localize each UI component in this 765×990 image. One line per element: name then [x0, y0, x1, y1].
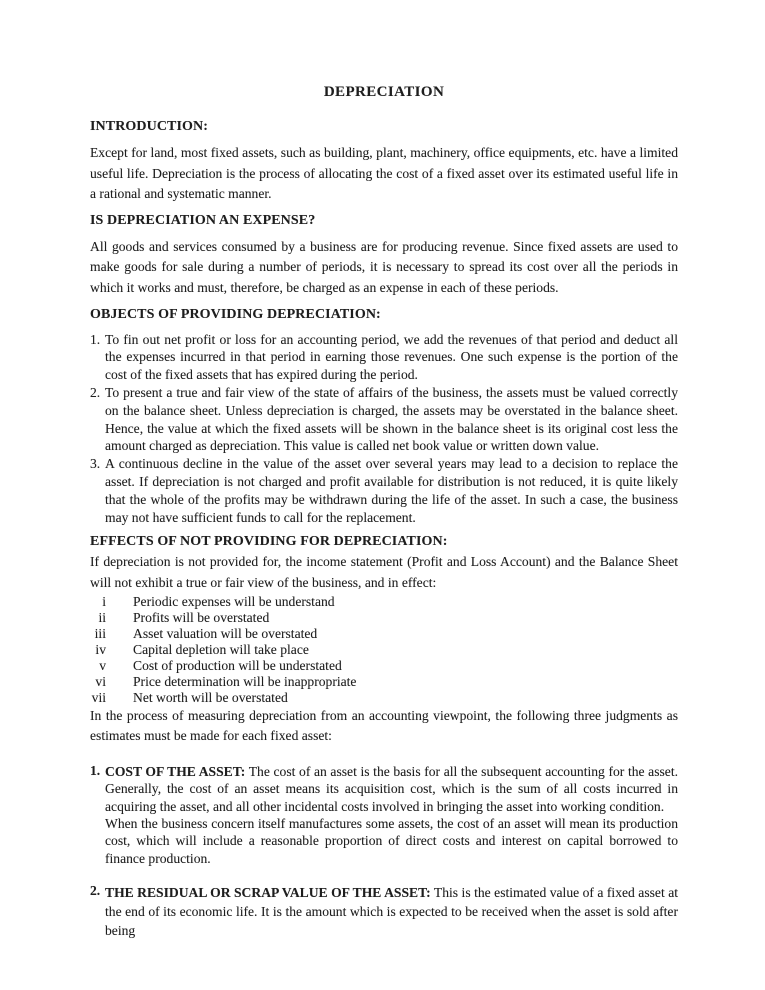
judgment-body: [105, 763, 678, 867]
list-item-numeral: ii: [98, 609, 106, 625]
judgment-number: 2.: [90, 883, 101, 899]
list-item-text: To present a true and fair view of the state of affairs of the business, the assets must be valued correctly on the balance sheet. Unless depreciation is charged, the assets may be overstated in the balance sheet. Hence, the value at which the fixed assets will be shown in the balance sheet is its original cost less the amount charged as depreciation. This value is called net book value or written down value.: [105, 384, 678, 454]
list-item-numeral: i: [102, 593, 106, 609]
judgment-number: 1.: [90, 762, 101, 778]
list-item-text: Cost of production will be understated: [133, 657, 342, 673]
list-item: [90, 594, 678, 610]
list-item-text: A continuous decline in the value of the asset over several years may lead to a decision to replace the asset. If depreciation is not charged and profit available for distribution is not reduced, it is quite likely that the whole of the profits may be withdrawn during the life of the asset. In such a case, the business may not have sufficient funds to call for the replacement.: [105, 456, 678, 525]
paragraph-effects-intro: If depreciation is not provided for, the income statement (Profit and Loss Account) and the Balance Sheet will not exhibit a true or fair view of the business, and in effect:: [90, 554, 678, 590]
list-item-numeral: vi: [95, 673, 106, 689]
list-item: [90, 626, 678, 642]
list-item-numeral: iv: [95, 641, 106, 657]
heading-objects-of-providing-depreciation: OBJECTS OF PROVIDING DEPRECIATION:: [90, 306, 381, 322]
list-item: [90, 455, 678, 526]
list-item-text: Capital depletion will take place: [133, 641, 309, 657]
judgment-lead-text: This is the estimated value of a fixed asset at the end of its economic life. It is the amount which is expected to be received when the asset is sold after being: [105, 885, 679, 939]
list-item: [90, 384, 678, 455]
heading-is-depreciation-an-expense: IS DEPRECIATION AN EXPENSE?: [90, 212, 316, 228]
objects-list: [90, 331, 678, 527]
judgment-body: [105, 883, 678, 940]
judgment-paragraph: [105, 883, 678, 940]
list-item: [90, 674, 678, 690]
judgment-lead-text: The cost of an asset is the basis for all the subsequent accounting for the asset. Generally, the cost of an asset means its acquisition cost, which is the sum of all costs incurred in acquiring the asset, and all other incidental costs involved in bringing the asset into working condition.: [105, 763, 679, 814]
list-item-text: Periodic expenses will be understand: [133, 593, 335, 609]
list-item-text: Asset valuation will be overstated: [133, 625, 318, 641]
list-item-text: Price determination will be inappropriate: [133, 673, 357, 689]
list-item-numeral: iii: [94, 625, 106, 641]
effects-roman-list: [90, 594, 678, 706]
list-item: [90, 642, 678, 658]
judgment-item-cost-of-asset: [90, 763, 678, 867]
list-item: [90, 610, 678, 626]
heading-introduction: INTRODUCTION:: [90, 119, 208, 134]
list-item: [90, 690, 678, 706]
paragraph-effects-closing: In the process of measuring depreciation from an accounting viewpoint, the following three judgments as estimates must be made for each fixed asset:: [90, 707, 678, 744]
list-item-number: 2.: [90, 384, 101, 400]
judgment-title: THE RESIDUAL OR SCRAP VALUE OF THE ASSET:: [105, 885, 431, 901]
list-item-text: Net worth will be overstated: [133, 689, 288, 705]
heading-effects-of-not-providing: EFFECTS OF NOT PROVIDING FOR DEPRECIATION:: [90, 534, 448, 550]
paragraph-introduction: Except for land, most fixed assets, such as building, plant, machinery, office equipments, etc. have a limited useful life. Depreciation is the process of allocating the cost of a fixed asset over its estimated useful life in a rational and systematic manner.: [90, 145, 678, 202]
list-item-numeral: vii: [91, 689, 106, 705]
list-item-numeral: v: [99, 657, 106, 673]
list-item-number: 1.: [90, 331, 101, 347]
judgment-title: COST OF THE ASSET:: [105, 763, 246, 779]
judgment-paragraph-2: When the business concern itself manufactures some assets, the cost of an asset will mean its production cost, which will include a reasonable proportion of direct costs and interest on capital borrowed to finance production.: [105, 815, 678, 866]
paragraph-expense: All goods and services consumed by a business are for producing revenue. Since fixed assets are used to make goods for sale during a number of periods, it is necessary to spread its cost over all the periods in which it works and must, therefore, be charged as an expense in each of these periods.: [90, 238, 678, 295]
list-item-text: To fin out net profit or loss for an accounting period, we add the revenues of that period and deduct all the expenses incurred in that period in earning those revenues. One such expense is the portion of the cost of the fixed assets that has expired during the period.: [105, 331, 678, 383]
judgment-paragraph: [105, 763, 678, 815]
list-item-text: Profits will be overstated: [133, 609, 270, 625]
list-item: [90, 331, 678, 384]
list-item-number: 3.: [90, 456, 101, 472]
document-title: DEPRECIATION: [323, 84, 445, 100]
judgment-item-residual-value: [90, 883, 678, 940]
list-item: [90, 658, 678, 674]
